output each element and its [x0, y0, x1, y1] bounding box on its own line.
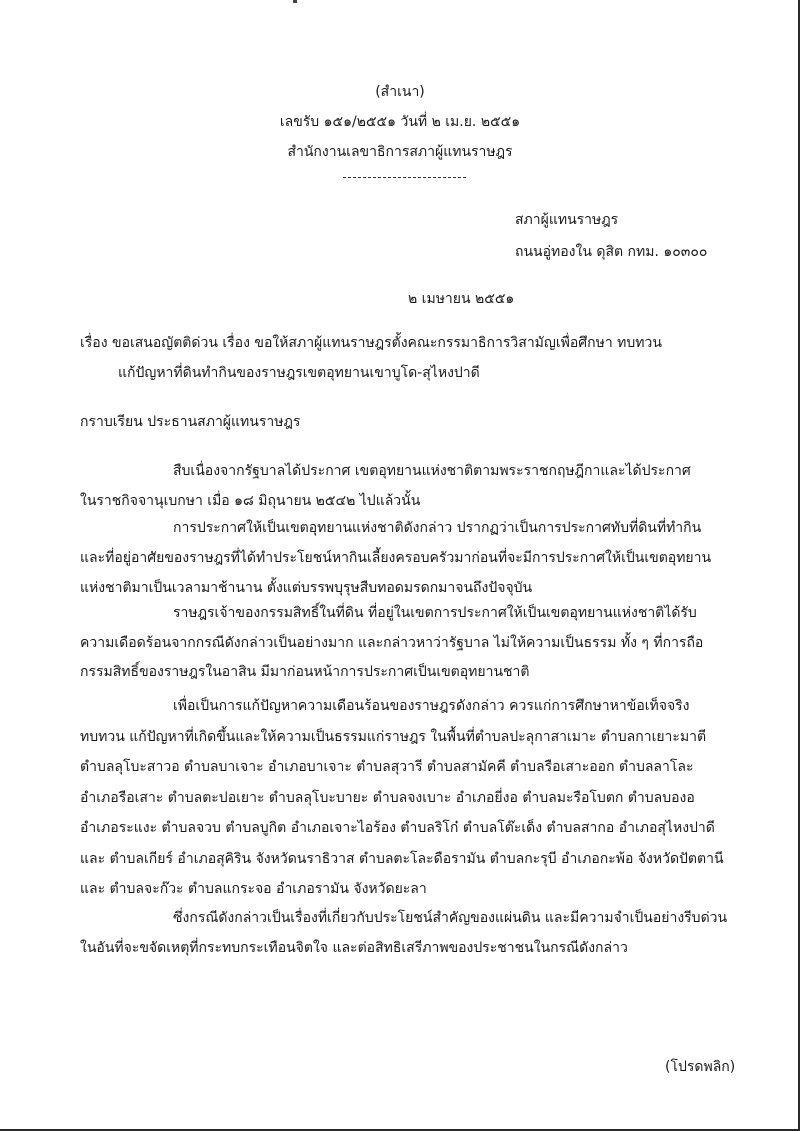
- body-line: และ ตำบลเกียร์ อำเภอสุคิริน จังหวัดนราธิวาส ตำบลตะโละดือรามัน ตำบลกะรุบี อำเภอกะพ้อ จังหวัดปัตตานี: [80, 851, 724, 867]
- header-divider: [343, 177, 466, 178]
- body-line: อำเภอระแงะ ตำบลจวบ ตำบลบูกิต อำเภอเจาะไอร้อง ตำบลริโก๋ ตำบลโต๊ะเด็ง ตำบลสากอ อำเภอสุไหงปาดี: [80, 820, 715, 836]
- body-line: กรรมสิทธิ์ของราษฎรในอาสิน มีมาก่อนหน้าการประกาศเป็นเขตอุทยานชาติ: [80, 664, 530, 680]
- receipt-line: เลขรับ ๑๕๑/๒๕๕๑ วันที่ ๒ เม.ย. ๒๕๕๑: [279, 114, 521, 130]
- body-line: ตำบลลุโบะสาวอ ตำบลบาเจาะ อำเภอบาเจาะ ตำบลสุวารี ตำบลสามัคคี ตำบลรือเสาะออก ตำบลลาโละ: [80, 759, 694, 775]
- address-street: ถนนอู่ทองใน ดุสิต กทม. ๑๐๓๐๐: [515, 244, 708, 260]
- copy-label: (สำเนา): [375, 84, 425, 100]
- body-line: และที่อยู่อาศัยของราษฎรที่ได้ทำประโยชน์หากินเลี้ยงครอบครัวมาก่อนที่จะมีการประกาศให้เป็นเขตอุทยาน: [80, 550, 712, 566]
- body-line: การประกาศให้เป็นเขตอุทยานแห่งชาติดังกล่าว ปรากฏว่าเป็นการประกาศทับที่ดินที่ทำกิน: [173, 520, 702, 536]
- body-line: ทบทวน แก้ปัญหาที่เกิดขึ้นและให้ความเป็นธรรมแก่ราษฎร ในพื้นที่ตำบลปะลุกาสาเมาะ ตำบลกาเยาะมาตี: [80, 729, 707, 745]
- letter-date: ๒ เมษายน ๒๕๕๑: [408, 291, 515, 307]
- office-line: สำนักงานเลขาธิการสภาผู้แทนราษฎร: [287, 144, 513, 160]
- body-line: ในราชกิจจานุเบกษา เมื่อ ๑๘ มิถุนายน ๒๕๔๒ ไปแล้วนั้น: [80, 493, 421, 509]
- subject-line-2: แก้ปัญหาที่ดินทำกินของราษฎรเขตอุทยานเขาบูโด-สุไหงปาดี: [118, 365, 480, 381]
- body-line: ราษฎรเจ้าของกรรมสิทธิ์ในที่ดิน ที่อยู่ในเขตการประกาศให้เป็นเขตอุทยานแห่งชาติได้รับ: [173, 605, 697, 621]
- body-line: ซึ่งกรณีดังกล่าวเป็นเรื่องที่เกี่ยวกับประโยชน์สำคัญของแผ่นดิน และมีความจำเป็นอย่างรีบด่วน: [173, 910, 728, 926]
- body-line: เพื่อเป็นการแก้ปัญหาความเดือนร้อนของราษฎรดังกล่าว ควรแก่การศึกษาหาข้อเท็จจริง: [173, 698, 690, 714]
- body-line: และ ตำบลจะก๊วะ ตำบลแกระจอ อำเภอรามัน จังหวัดยะลา: [80, 881, 427, 897]
- body-line: สืบเนื่องจากรัฐบาลได้ประกาศ เขตอุทยานแห่งชาติตามพระราชกฤษฎีกาและได้ประกาศ: [173, 463, 691, 479]
- salutation: กราบเรียน ประธานสภาผู้แทนราษฎร: [80, 414, 301, 430]
- address-org: สภาผู้แทนราษฎร: [515, 212, 619, 228]
- scan-mark: [293, 0, 297, 3]
- body-line: อำเภอรือเสาะ ตำบลตะปอเยาะ ตำบลลุโบะบายะ ตำบลจงเบาะ อำเภอยี่งอ ตำบลมะรือโบตก ตำบลบองอ: [80, 790, 695, 806]
- subject-line-1: เรื่อง ขอเสนอญัตติด่วน เรื่อง ขอให้สภาผู้แทนราษฎรตั้งคณะกรรมาธิการวิสามัญเพื่อศึกษา ทบทวน: [80, 335, 662, 351]
- turn-page-note: (โปรดพลิก): [665, 1059, 736, 1075]
- body-line: แห่งชาติมาเป็นเวลามาช้านาน ตั้งแต่บรรพบุรุษสืบทอดมรดกมาจนถึงปัจจุบัน: [80, 580, 533, 596]
- body-line: ความเดือดร้อนจากกรณีดังกล่าวเป็นอย่างมาก และกล่าวหาว่ารัฐบาล ไม่ให้ความเป็นธรรม ทั้ง ๆ ที่การถือ: [80, 635, 704, 651]
- body-line: ในอันที่จะขจัดเหตุที่กระทบกระเทือนจิตใจ และต่อสิทธิเสรีภาพของประชาชนในกรณีดังกล่าว: [80, 940, 628, 956]
